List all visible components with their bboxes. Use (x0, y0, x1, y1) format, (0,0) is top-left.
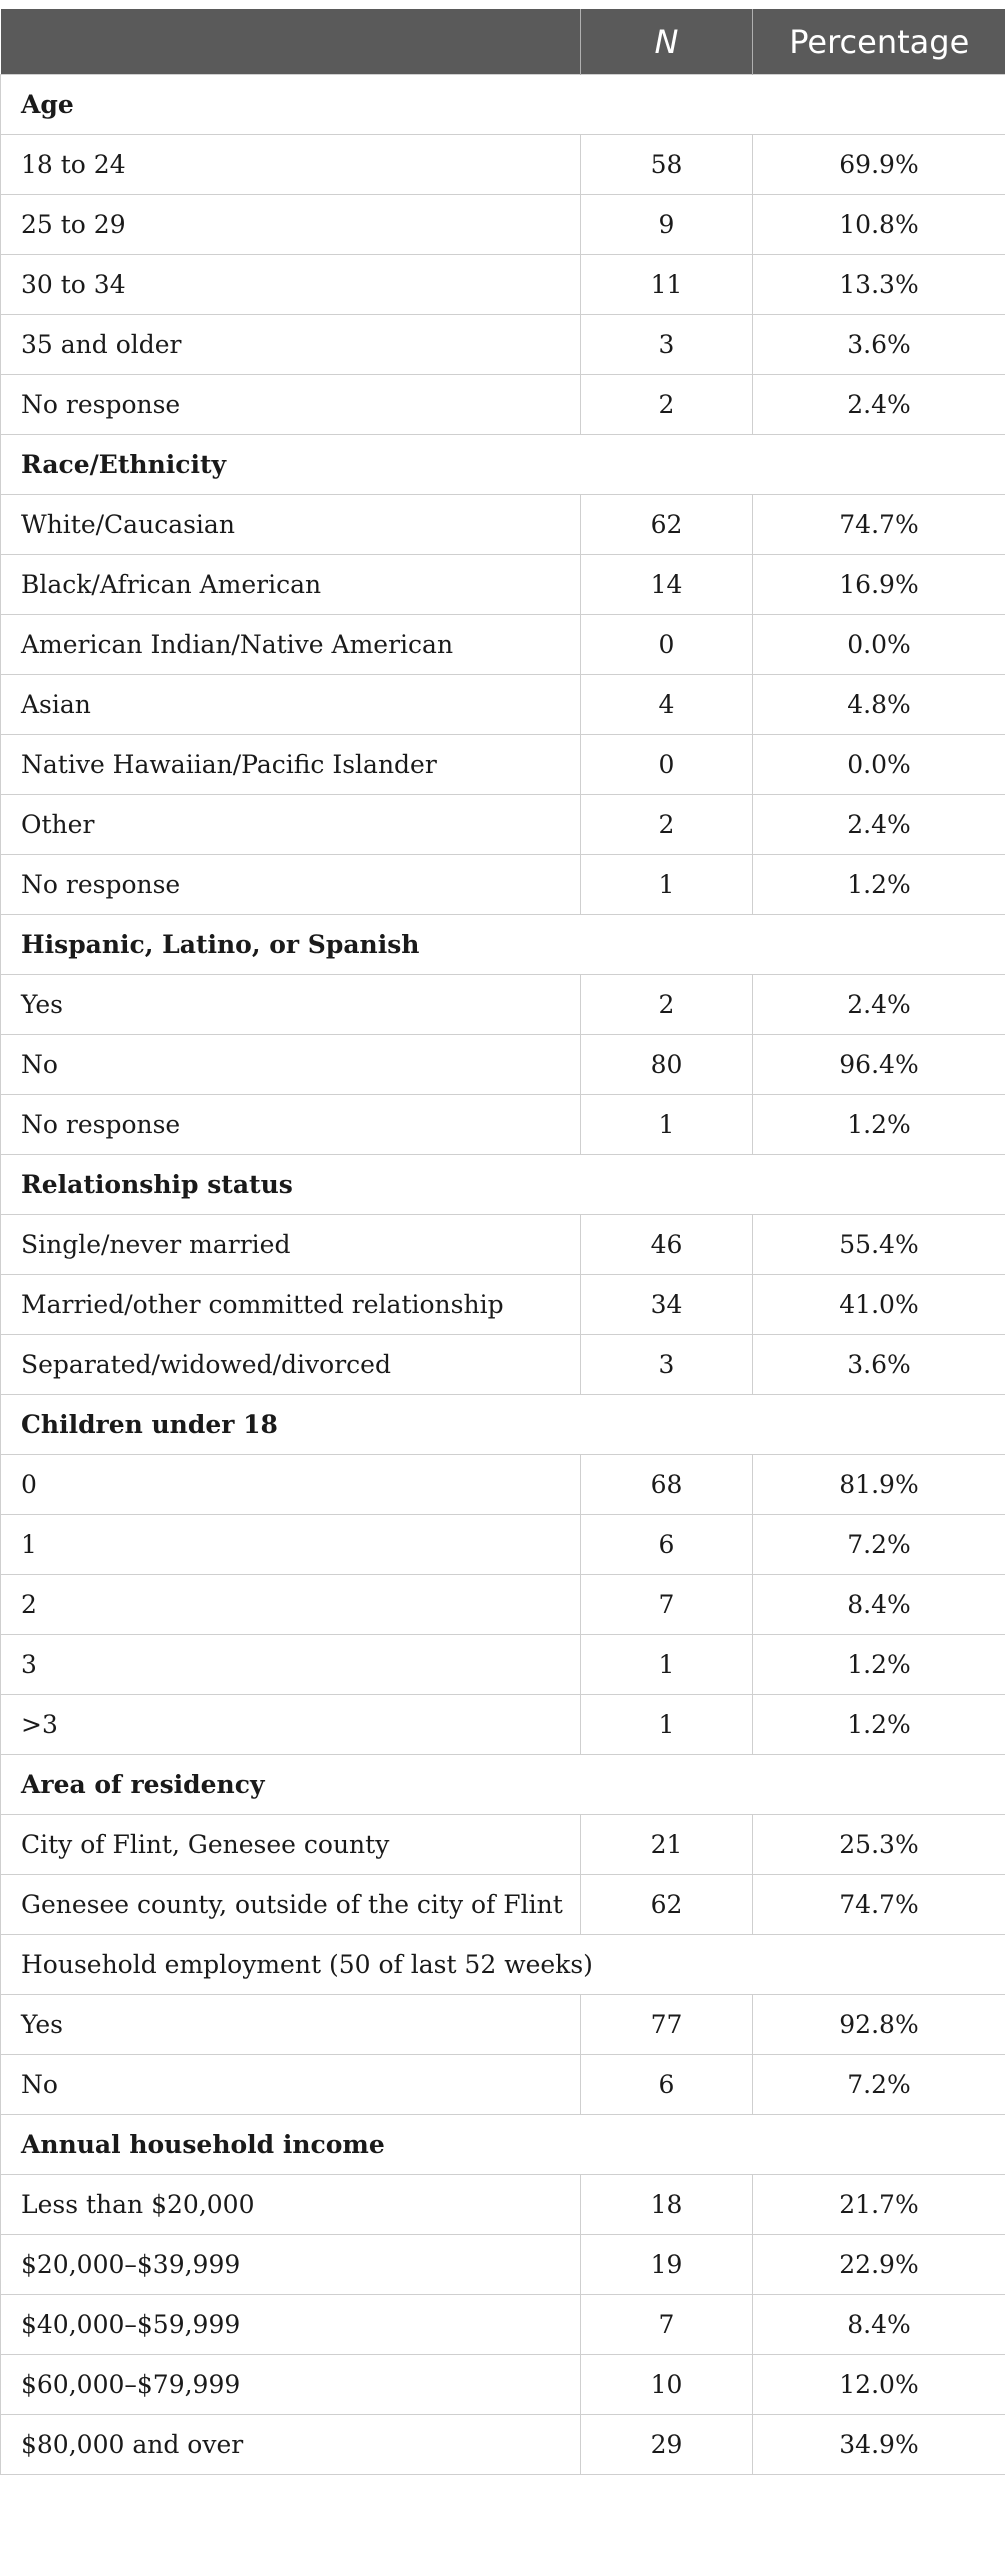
row-label: American Indian/Native American (1, 615, 581, 675)
row-percentage-value: 1.2% (753, 1695, 1005, 1755)
section-header-row (1, 75, 1005, 135)
row-n-value: 9 (581, 195, 753, 255)
table-row (1, 255, 1005, 315)
row-percentage-value: 2.4% (753, 375, 1005, 435)
section-header-row (1, 2115, 1005, 2175)
table-row (1, 555, 1005, 615)
row-percentage-value: 0.0% (753, 615, 1005, 675)
row-percentage-value: 74.7% (753, 495, 1005, 555)
row-percentage-value: 4.8% (753, 675, 1005, 735)
row-n-value: 1 (581, 1095, 753, 1155)
table-row (1, 1275, 1005, 1335)
row-label: $20,000–$39,999 (1, 2235, 581, 2295)
section-title: Children under 18 (1, 1395, 1005, 1455)
table-row (1, 1575, 1005, 1635)
row-percentage-value: 1.2% (753, 855, 1005, 915)
row-label: $40,000–$59,999 (1, 2295, 581, 2355)
section-title: Household employment (50 of last 52 weeks) (1, 1935, 1005, 1995)
row-n-value: 68 (581, 1455, 753, 1515)
row-n-value: 62 (581, 495, 753, 555)
table-row (1, 855, 1005, 915)
section-title: Area of residency (1, 1755, 1005, 1815)
header-n-column: N (581, 9, 753, 75)
row-percentage-value: 2.4% (753, 795, 1005, 855)
row-percentage-value: 7.2% (753, 2055, 1005, 2115)
row-n-value: 19 (581, 2235, 753, 2295)
row-percentage-value: 0.0% (753, 735, 1005, 795)
row-label: Single/never married (1, 1215, 581, 1275)
row-n-value: 80 (581, 1035, 753, 1095)
row-label: Less than $20,000 (1, 2175, 581, 2235)
row-n-value: 34 (581, 1275, 753, 1335)
section-header-row (1, 1155, 1005, 1215)
table-row (1, 1875, 1005, 1935)
table-row (1, 2175, 1005, 2235)
row-label: 2 (1, 1575, 581, 1635)
row-n-value: 1 (581, 855, 753, 915)
row-label: 25 to 29 (1, 195, 581, 255)
row-label: $60,000–$79,999 (1, 2355, 581, 2415)
row-percentage-value: 8.4% (753, 1575, 1005, 1635)
row-label: Genesee county, outside of the city of Flint (1, 1875, 581, 1935)
row-label: White/Caucasian (1, 495, 581, 555)
row-n-value: 18 (581, 2175, 753, 2235)
row-n-value: 1 (581, 1695, 753, 1755)
row-label: City of Flint, Genesee county (1, 1815, 581, 1875)
row-percentage-value: 21.7% (753, 2175, 1005, 2235)
row-n-value: 2 (581, 975, 753, 1035)
row-percentage-value: 41.0% (753, 1275, 1005, 1335)
table-row (1, 675, 1005, 735)
row-percentage-value: 3.6% (753, 315, 1005, 375)
row-percentage-value: 55.4% (753, 1215, 1005, 1275)
row-n-value: 6 (581, 1515, 753, 1575)
row-percentage-value: 1.2% (753, 1635, 1005, 1695)
table-row (1, 1095, 1005, 1155)
table-row (1, 1515, 1005, 1575)
table-row (1, 2235, 1005, 2295)
table-row (1, 1455, 1005, 1515)
table-row (1, 2295, 1005, 2355)
row-n-value: 10 (581, 2355, 753, 2415)
table-header (1, 9, 1005, 75)
row-label: Asian (1, 675, 581, 735)
row-label: 1 (1, 1515, 581, 1575)
table-row (1, 795, 1005, 855)
row-label: >3 (1, 1695, 581, 1755)
row-n-value: 21 (581, 1815, 753, 1875)
section-header-row (1, 435, 1005, 495)
section-header-row (1, 1935, 1005, 1995)
row-percentage-value: 34.9% (753, 2415, 1005, 2475)
row-n-value: 62 (581, 1875, 753, 1935)
table-row (1, 495, 1005, 555)
row-n-value: 3 (581, 315, 753, 375)
row-percentage-value: 12.0% (753, 2355, 1005, 2415)
row-label: 3 (1, 1635, 581, 1695)
row-label: $80,000 and over (1, 2415, 581, 2475)
table-row (1, 1695, 1005, 1755)
table-row (1, 1995, 1005, 2055)
header-label-column (1, 9, 581, 75)
row-n-value: 46 (581, 1215, 753, 1275)
row-percentage-value: 2.4% (753, 975, 1005, 1035)
row-n-value: 1 (581, 1635, 753, 1695)
row-label: Native Hawaiian/Pacific Islander (1, 735, 581, 795)
row-label: Yes (1, 975, 581, 1035)
row-label: Black/African American (1, 555, 581, 615)
table-row (1, 1335, 1005, 1395)
row-n-value: 6 (581, 2055, 753, 2115)
row-label: 30 to 34 (1, 255, 581, 315)
header-percentage-column: Percentage (753, 9, 1005, 75)
table-row (1, 1215, 1005, 1275)
table-row (1, 375, 1005, 435)
section-header-row (1, 915, 1005, 975)
table-row (1, 195, 1005, 255)
row-label: Married/other committed relationship (1, 1275, 581, 1335)
row-label: No response (1, 375, 581, 435)
row-label: 0 (1, 1455, 581, 1515)
demographics-table-container (0, 9, 1005, 2475)
row-percentage-value: 13.3% (753, 255, 1005, 315)
row-percentage-value: 16.9% (753, 555, 1005, 615)
row-percentage-value: 92.8% (753, 1995, 1005, 2055)
row-n-value: 7 (581, 1575, 753, 1635)
row-percentage-value: 10.8% (753, 195, 1005, 255)
row-n-value: 7 (581, 2295, 753, 2355)
row-n-value: 2 (581, 795, 753, 855)
row-n-value: 11 (581, 255, 753, 315)
row-n-value: 58 (581, 135, 753, 195)
row-n-value: 0 (581, 615, 753, 675)
row-label: Yes (1, 1995, 581, 2055)
table-row (1, 1635, 1005, 1695)
row-percentage-value: 96.4% (753, 1035, 1005, 1095)
row-percentage-value: 81.9% (753, 1455, 1005, 1515)
table-row (1, 615, 1005, 675)
row-percentage-value: 3.6% (753, 1335, 1005, 1395)
row-label: No (1, 1035, 581, 1095)
row-label: 18 to 24 (1, 135, 581, 195)
table-row (1, 2415, 1005, 2475)
table-row (1, 975, 1005, 1035)
table-row (1, 1035, 1005, 1095)
row-percentage-value: 25.3% (753, 1815, 1005, 1875)
row-percentage-value: 69.9% (753, 135, 1005, 195)
row-label: 35 and older (1, 315, 581, 375)
row-percentage-value: 22.9% (753, 2235, 1005, 2295)
row-n-value: 0 (581, 735, 753, 795)
row-percentage-value: 8.4% (753, 2295, 1005, 2355)
row-n-value: 4 (581, 675, 753, 735)
row-n-value: 77 (581, 1995, 753, 2055)
row-percentage-value: 74.7% (753, 1875, 1005, 1935)
row-label: No (1, 2055, 581, 2115)
section-title: Annual household income (1, 2115, 1005, 2175)
demographics-table (0, 9, 1005, 2475)
row-n-value: 3 (581, 1335, 753, 1395)
table-row (1, 1815, 1005, 1875)
row-n-value: 29 (581, 2415, 753, 2475)
section-header-row (1, 1395, 1005, 1455)
table-row (1, 315, 1005, 375)
section-header-row (1, 1755, 1005, 1815)
header-row (1, 9, 1005, 75)
section-title: Hispanic, Latino, or Spanish (1, 915, 1005, 975)
section-title: Race/Ethnicity (1, 435, 1005, 495)
section-title: Relationship status (1, 1155, 1005, 1215)
row-n-value: 14 (581, 555, 753, 615)
section-title: Age (1, 75, 1005, 135)
table-row (1, 735, 1005, 795)
row-label: Separated/widowed/divorced (1, 1335, 581, 1395)
table-row (1, 2055, 1005, 2115)
table-row (1, 2355, 1005, 2415)
row-n-value: 2 (581, 375, 753, 435)
row-label: No response (1, 1095, 581, 1155)
row-label: No response (1, 855, 581, 915)
row-percentage-value: 7.2% (753, 1515, 1005, 1575)
row-percentage-value: 1.2% (753, 1095, 1005, 1155)
table-row (1, 135, 1005, 195)
row-label: Other (1, 795, 581, 855)
table-body (1, 75, 1005, 2475)
